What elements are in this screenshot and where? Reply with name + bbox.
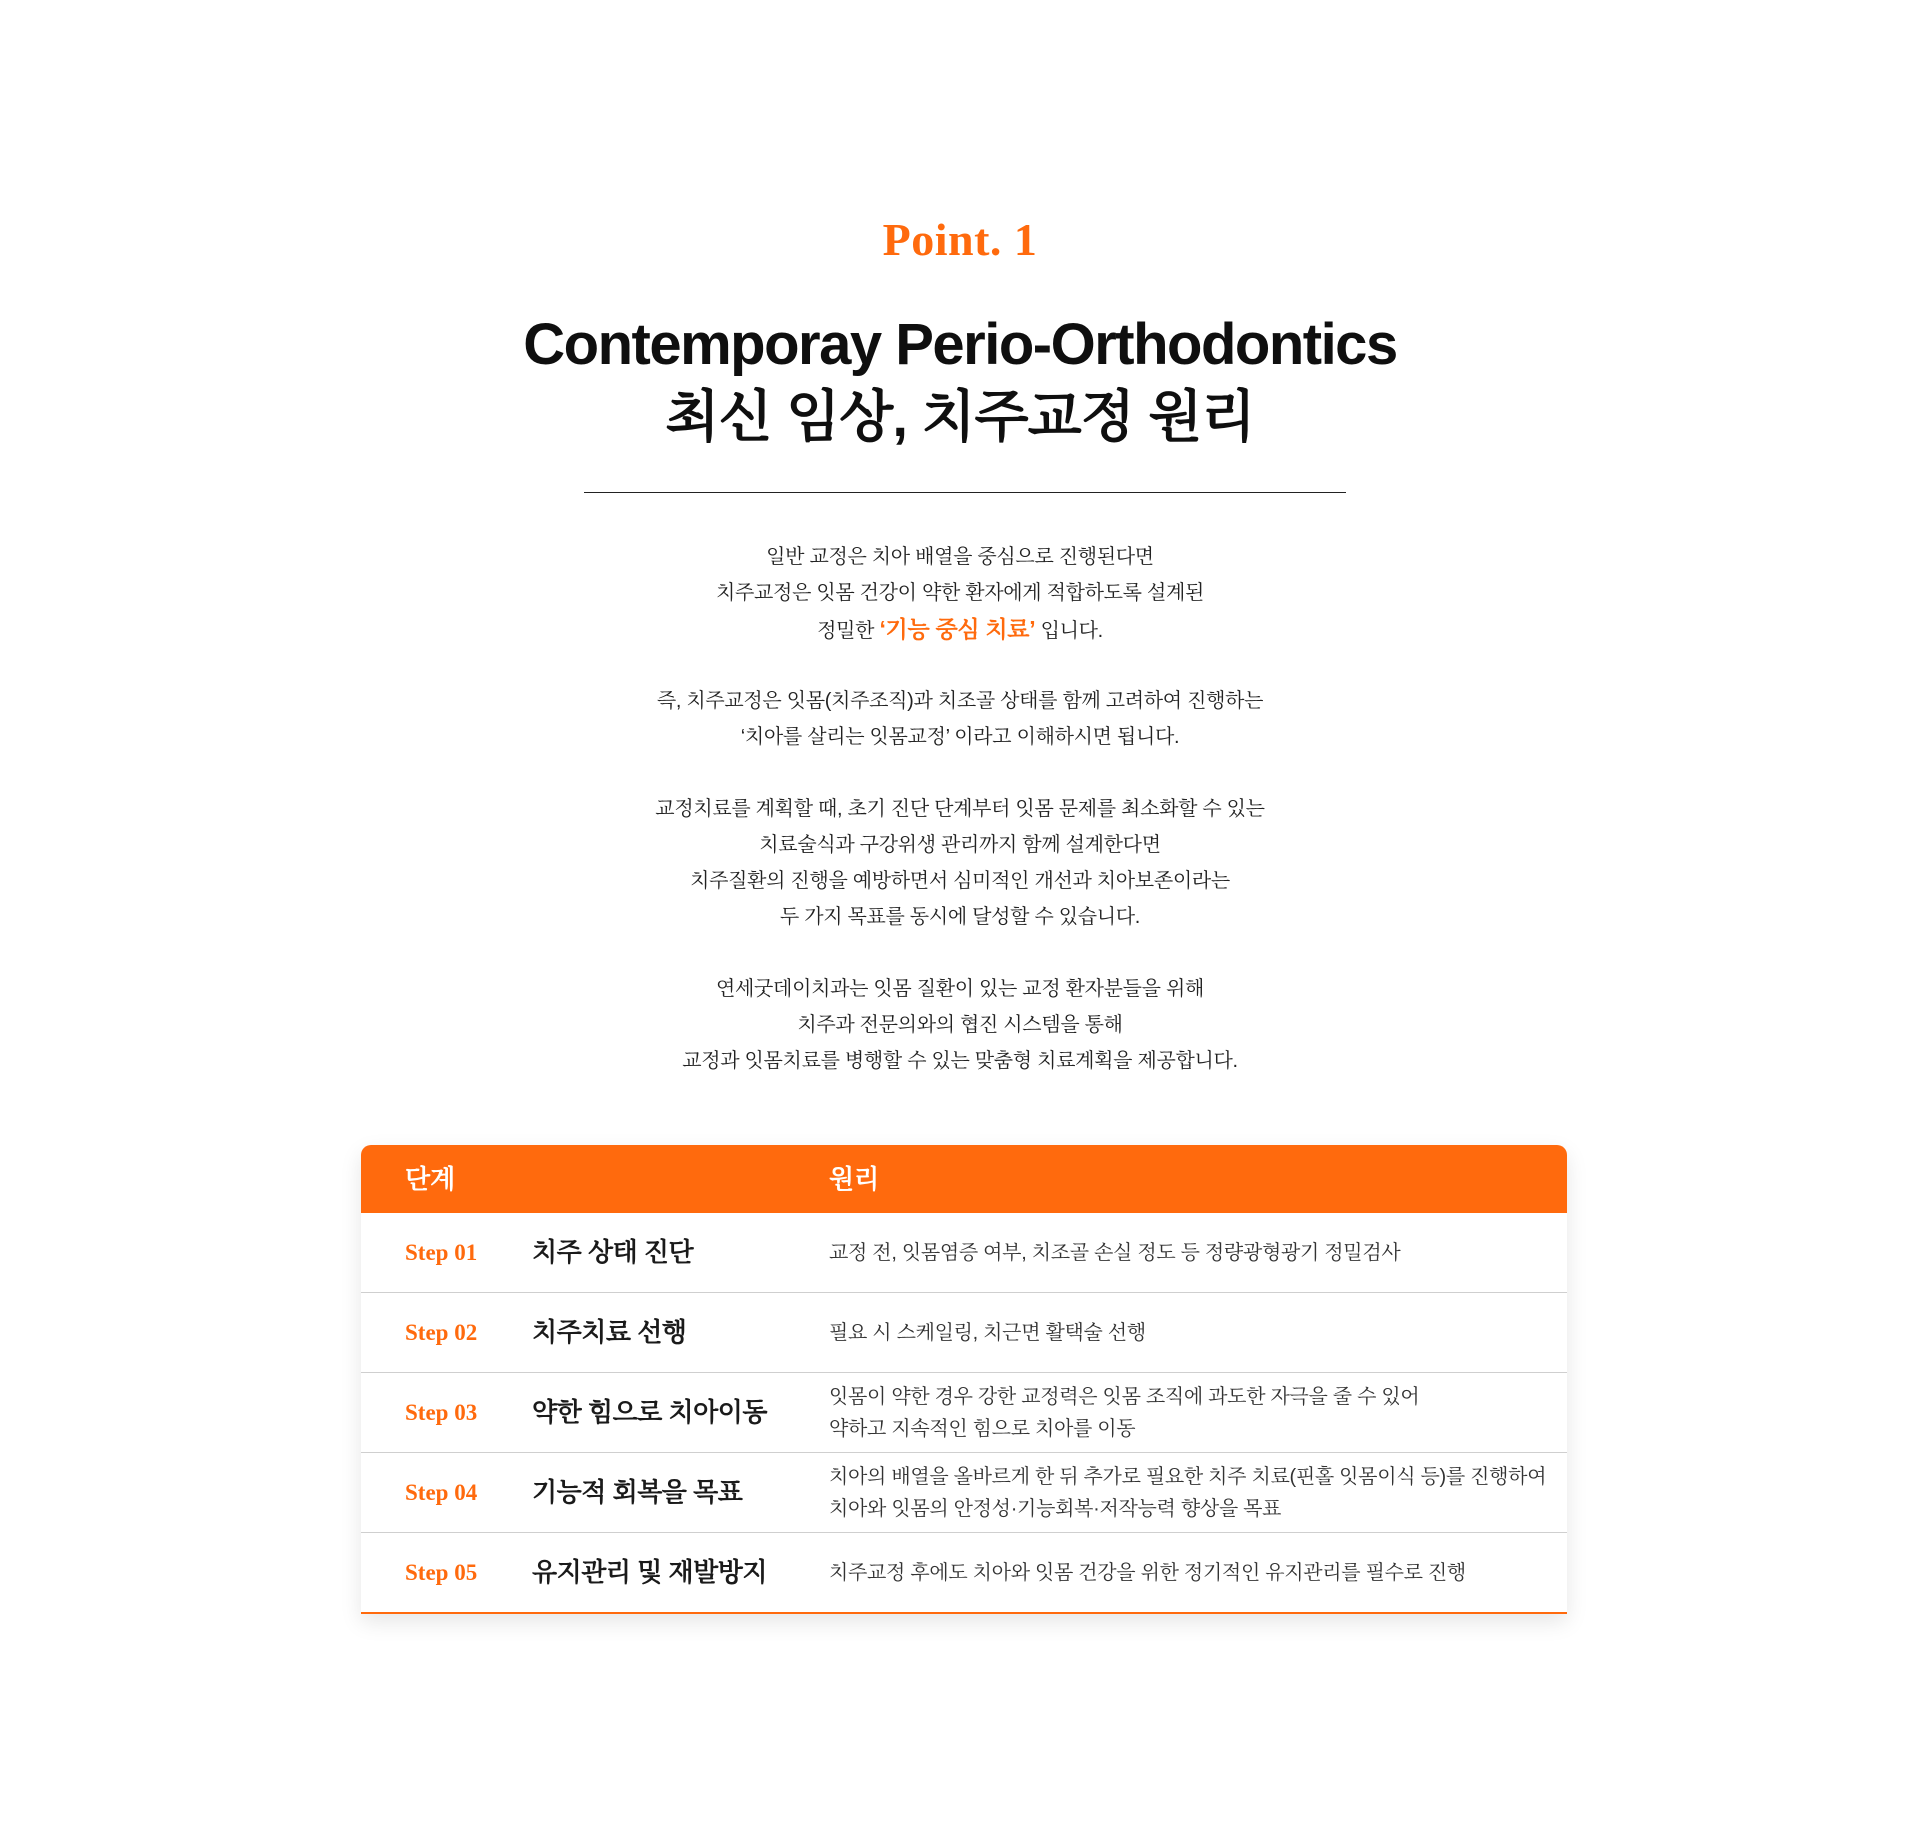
step-description xyxy=(829,1293,1549,1372)
table-row xyxy=(361,1293,1567,1373)
table-header-principle: 원리 xyxy=(829,1164,880,1194)
table-header-step: 단계 xyxy=(405,1164,456,1194)
step-description-line: 교정 전, 잇몸염증 여부, 치조골 손실 정도 등 정량광형광기 정밀검사 xyxy=(829,1241,1401,1264)
table-row xyxy=(361,1213,1567,1293)
table-row xyxy=(361,1373,1567,1453)
step-number: Step 02 xyxy=(405,1320,478,1345)
step-title: 약한 힘으로 치아이동 xyxy=(532,1397,767,1427)
step-title: 치주치료 선행 xyxy=(532,1317,687,1347)
step-description xyxy=(829,1373,1549,1452)
intro-line: 교정치료를 계획할 때, 초기 진단 단계부터 잇몸 문제를 최소화할 수 있는 xyxy=(655,798,1265,820)
step-number: Step 04 xyxy=(405,1480,478,1505)
step-description-line: 잇몸이 약한 경우 강한 교정력은 잇몸 조직에 과도한 자극을 줄 수 있어 xyxy=(829,1385,1420,1408)
step-number: Step 03 xyxy=(405,1400,478,1425)
intro-paragraph-4 xyxy=(0,971,1920,1079)
highlight-phrase: ‘기능 중심 치료’ xyxy=(879,616,1036,642)
intro-line-highlight-row xyxy=(0,611,1920,647)
step-title: 유지관리 및 재발방지 xyxy=(532,1557,767,1587)
intro-line: 일반 교정은 치아 배열을 중심으로 진행된다면 xyxy=(766,546,1154,568)
intro-line: 치주질환의 진행을 예방하면서 심미적인 개선과 치아보존이라는 xyxy=(690,870,1230,892)
step-description-line: 필요 시 스케일링, 치근면 활택술 선행 xyxy=(829,1321,1146,1344)
point-label: Point. 1 xyxy=(882,214,1038,265)
intro-line: 치주과 전문의와의 협진 시스템을 통해 xyxy=(797,1014,1123,1036)
title-divider xyxy=(584,492,1346,493)
step-title: 치주 상태 진단 xyxy=(532,1237,694,1267)
table-row xyxy=(361,1533,1567,1614)
step-description xyxy=(829,1453,1549,1532)
step-description-line: 약하고 지속적인 힘으로 치아를 이동 xyxy=(829,1417,1136,1440)
step-description-line: 치주교정 후에도 치아와 잇몸 건강을 위한 정기적인 유지관리를 필수로 진행 xyxy=(829,1561,1466,1584)
intro-paragraph-1 xyxy=(0,539,1920,647)
intro-line: ‘치아를 살리는 잇몸교정’ 이라고 이해하시면 됩니다. xyxy=(740,726,1180,748)
page-title-english: Contemporay Perio-Orthodontics xyxy=(523,312,1397,377)
step-number: Step 05 xyxy=(405,1560,478,1585)
intro-paragraph-2 xyxy=(0,683,1920,755)
page-title-korean: 최신 임상, 치주교정 원리 xyxy=(665,385,1255,448)
step-description xyxy=(829,1533,1549,1612)
table-row xyxy=(361,1453,1567,1533)
step-description-line: 치아와 잇몸의 안정성·기능회복·저작능력 향상을 목표 xyxy=(829,1497,1282,1520)
intro-line: 즉, 치주교정은 잇몸(치주조직)과 치조골 상태를 함께 고려하여 진행하는 xyxy=(656,690,1264,712)
intro-text xyxy=(0,539,1920,1079)
intro-line: 치료술식과 구강위생 관리까지 함께 설계한다면 xyxy=(759,834,1161,856)
intro-line: 두 가지 목표를 동시에 달성할 수 있습니다. xyxy=(779,906,1141,928)
intro-line-prefix: 정밀한 xyxy=(817,620,880,642)
table-header xyxy=(361,1145,1567,1213)
intro-line: 연세굿데이치과는 잇몸 질환이 있는 교정 환자분들을 위해 xyxy=(715,978,1205,1000)
step-description-line: 치아의 배열을 올바르게 한 뒤 추가로 필요한 치주 치료(핀홀 잇몸이식 등)를 진행하여 xyxy=(829,1465,1547,1488)
intro-line: 교정과 잇몸치료를 병행할 수 있는 맞춤형 치료계획을 제공합니다. xyxy=(682,1050,1238,1072)
intro-line: 치주교정은 잇몸 건강이 약한 환자에게 적합하도록 설계된 xyxy=(715,582,1205,604)
intro-line-suffix: 입니다. xyxy=(1035,620,1103,642)
intro-paragraph-3 xyxy=(0,791,1920,935)
step-description xyxy=(829,1213,1549,1292)
step-number: Step 01 xyxy=(405,1240,478,1265)
principle-table xyxy=(361,1145,1567,1614)
step-title: 기능적 회복을 목표 xyxy=(532,1477,743,1507)
